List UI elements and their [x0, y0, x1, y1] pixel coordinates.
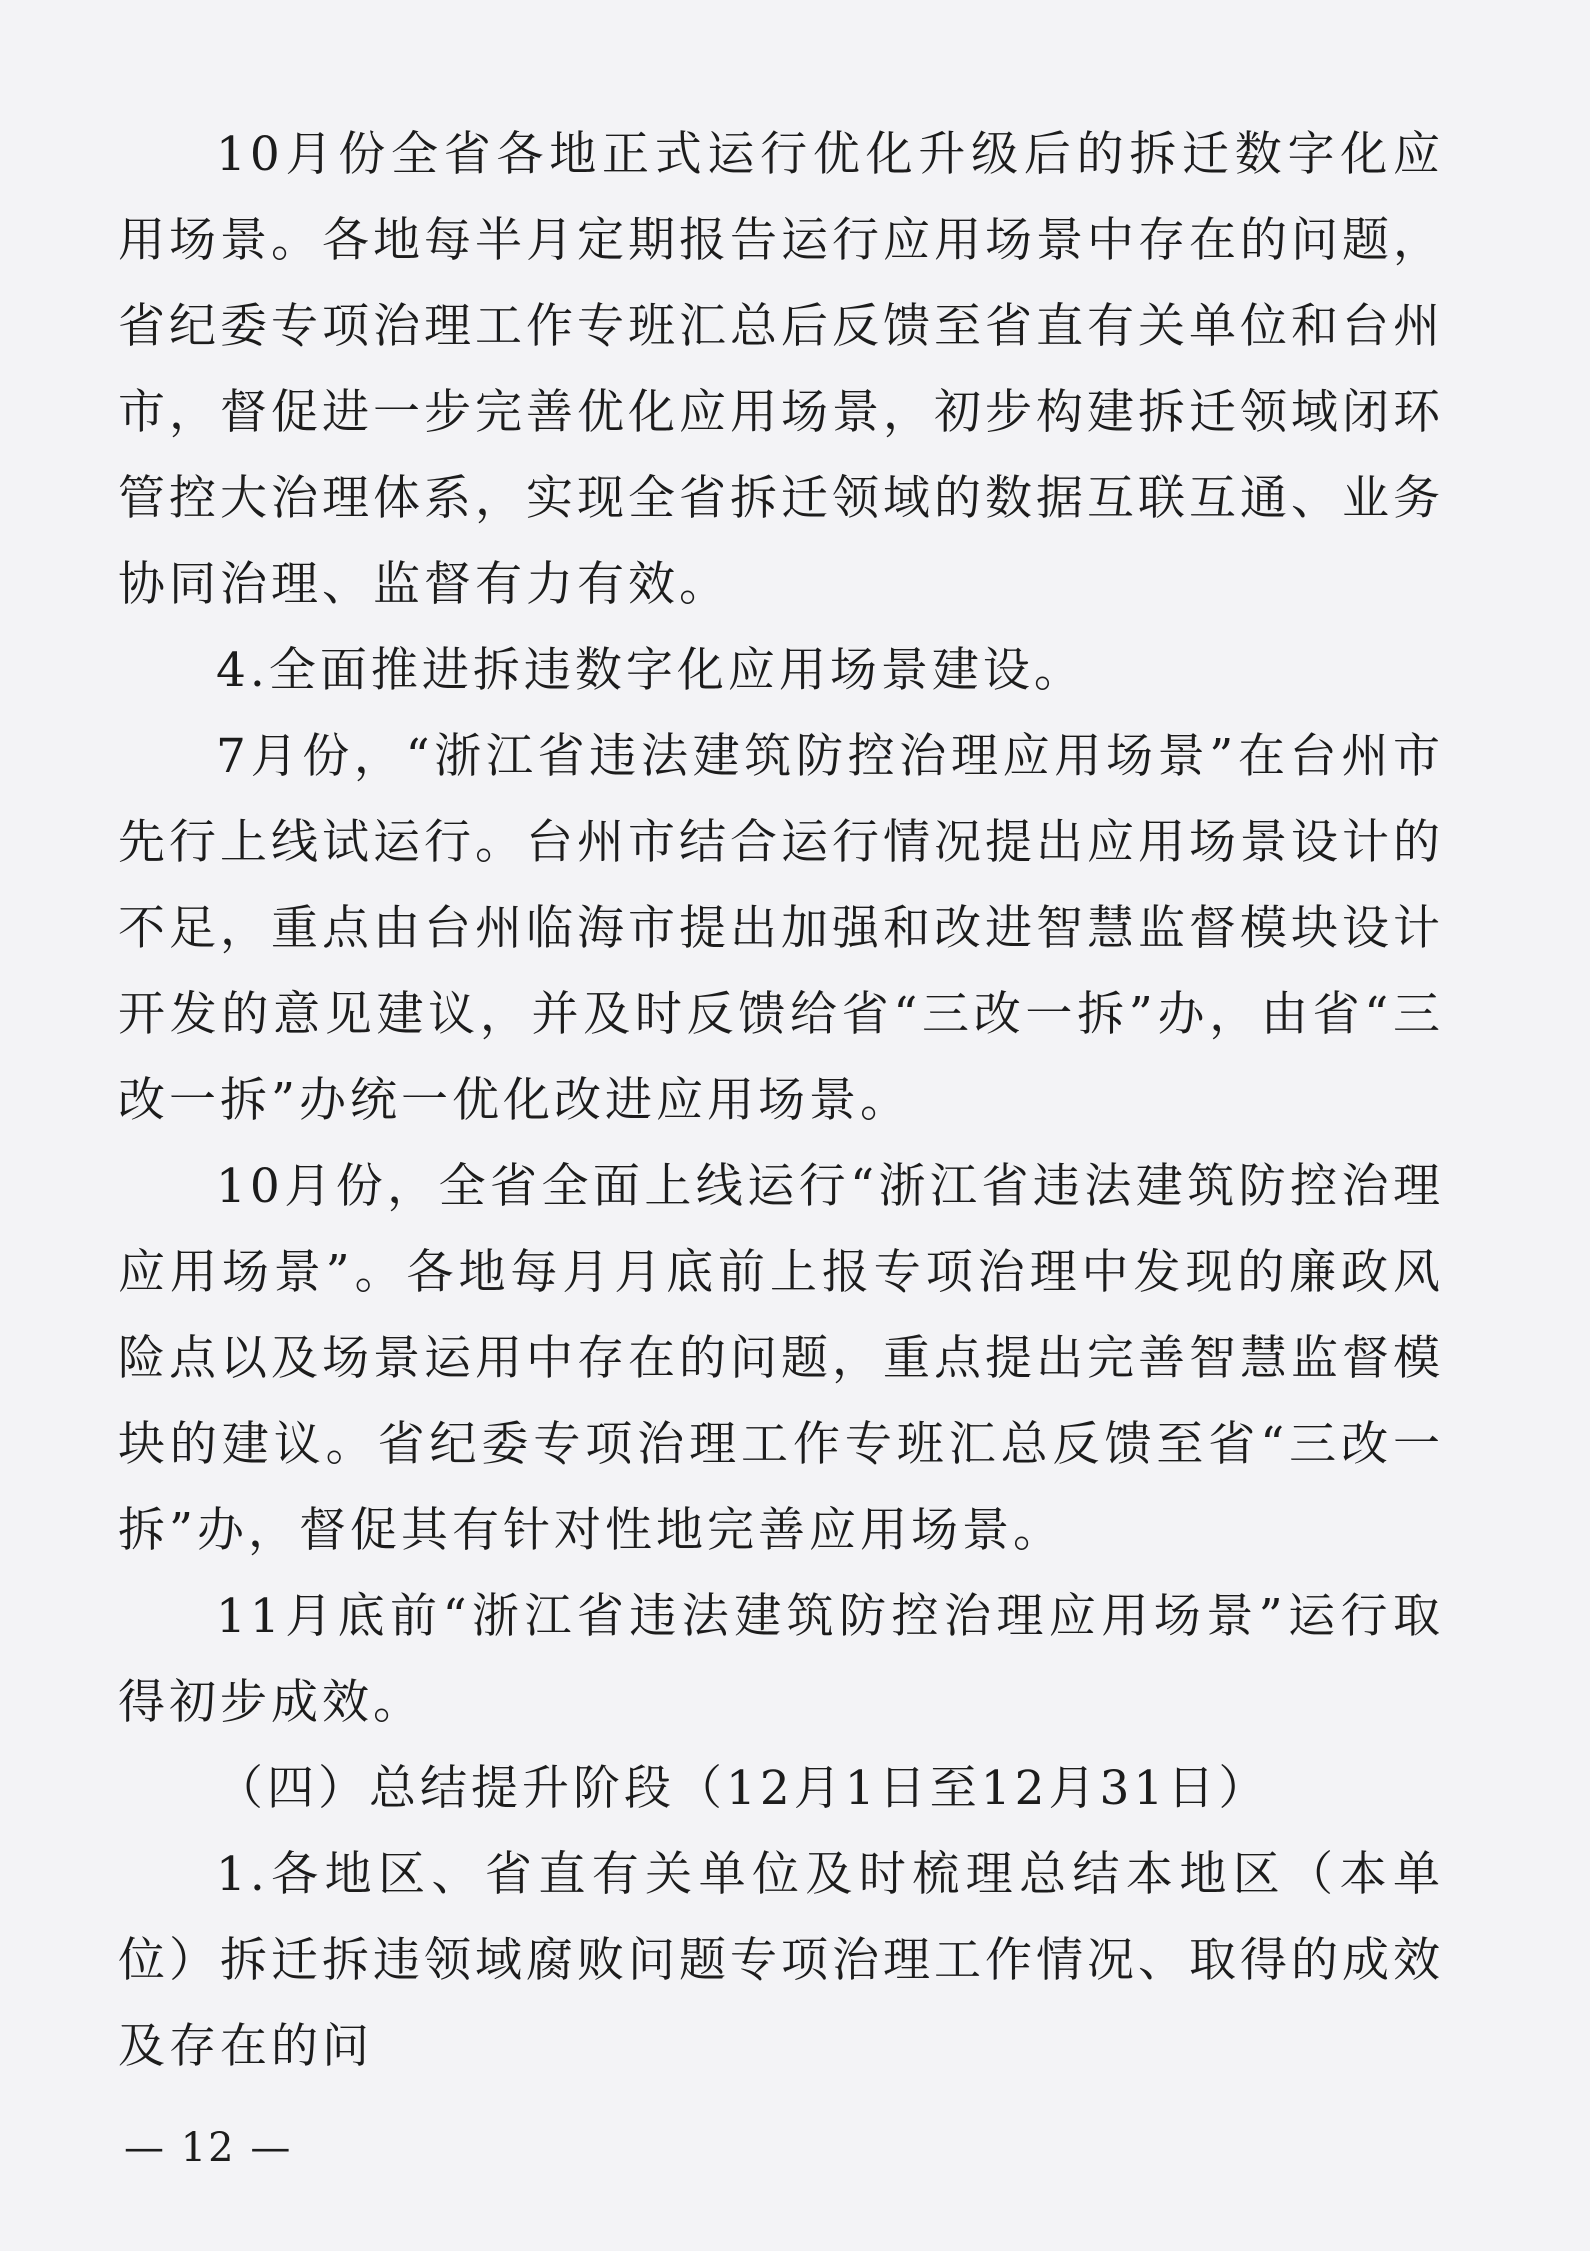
paragraph: 10月份全省各地正式运行优化升级后的拆迁数字化应用场景。各地每半月定期报告运行应用场景中存在的问题，省纪委专项治理工作专班汇总后反馈至省直有关单位和台州市，督促进一步完善优化应用场景，初步构建拆迁领域闭环管控大治理体系，实现全省拆迁领域的数据互联互通、业务协同治理、监督有力有效。 [118, 127, 1444, 612]
paragraph: 7月份，“浙江省违法建筑防控治理应用场景”在台州市先行上线试运行。台州市结合运行情况提出应用场景设计的不足，重点由台州临海市提出加强和改进智慧监督模块设计开发的意见建议，并及时反馈给省“三改一拆”办，由省“三改一拆”办统一优化改进应用场景。 [118, 729, 1444, 1128]
section-heading: （四）总结提升阶段（12月1日至12月31日） [216, 1761, 1270, 1816]
paragraph: 1.各地区、省直有关单位及时梳理总结本地区（本单位）拆迁拆违领域腐败问题专项治理工作情况、取得的成效及存在的问 [118, 1847, 1444, 2074]
page-number: — 12 — [124, 2125, 293, 2171]
document-body [118, 112, 1444, 2090]
paragraph: 10月份，全省全面上线运行“浙江省违法建筑防控治理应用场景”。各地每月月底前上报专项治理中发现的廉政风险点以及场景运用中存在的问题，重点提出完善智慧监督模块的建议。省纪委专项治理工作专班汇总反馈至省“三改一拆”办，督促其有针对性地完善应用场景。 [118, 1159, 1444, 1558]
paragraph: 4.全面推进拆违数字化应用场景建设。 [216, 643, 1085, 698]
paragraph: 11月底前“浙江省违法建筑防控治理应用场景”运行取得初步成效。 [118, 1589, 1444, 1730]
